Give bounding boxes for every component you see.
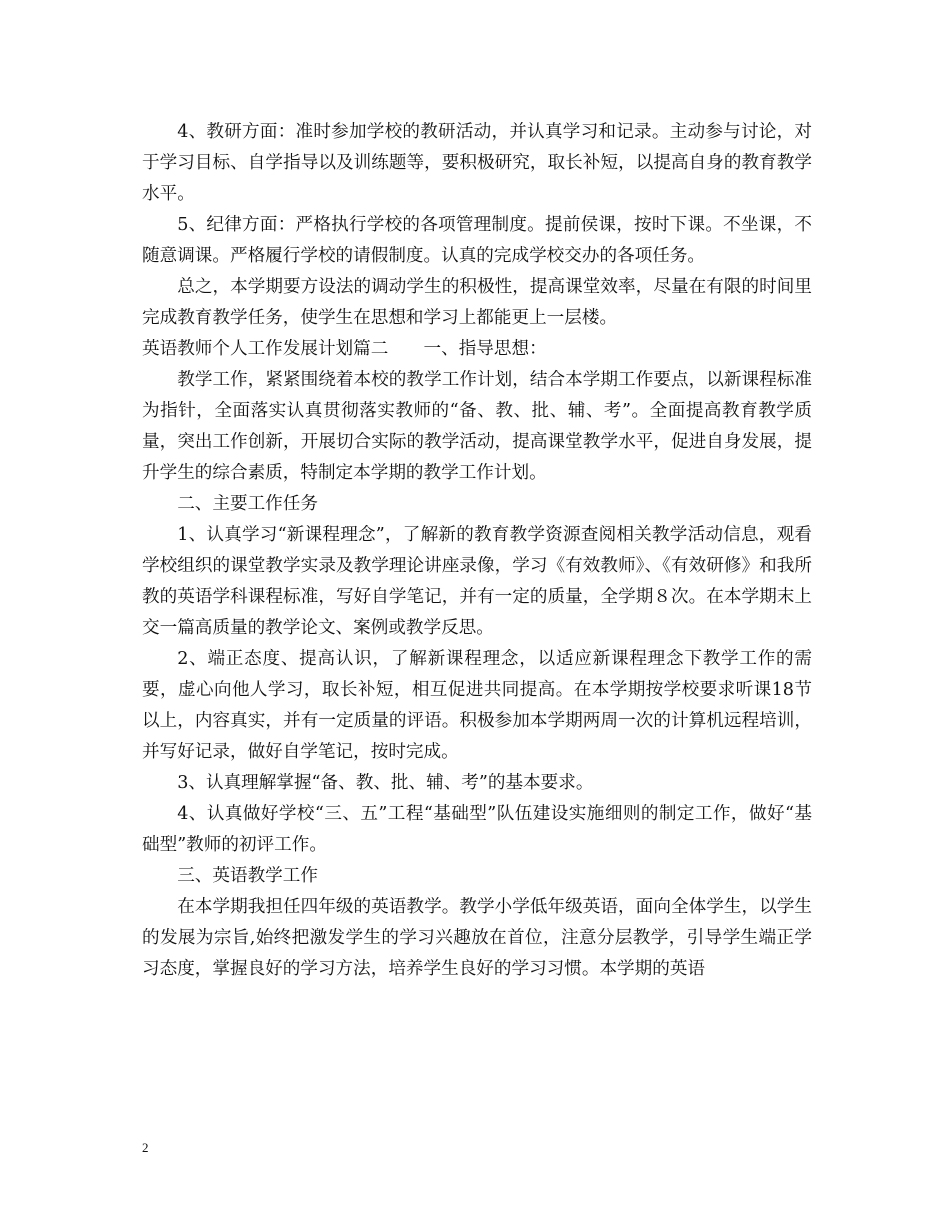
heading-english-teaching: 三、英语教学工作 xyxy=(177,866,318,886)
paragraph-guiding-thought: 教学工作，紧紧围绕着本校的教学工作计划，结合本学期工作要点，以新课程标准为指针，全面落实认真贯彻落实教师的“备、教、批、辅、考”。全面提高教育教学质量，突出工作创新，开展切合实际的教学活动，提高课堂教学水平，促进自身发展，提升学生的综合素质，特制定本学期的教学工作计划。 xyxy=(142,370,812,483)
paragraph-discipline: 5、纪律方面：严格执行学校的各项管理制度。提前侯课，按时下课。不坐课，不随意调课。严格履行学校的请假制度。认真的完成学校交办的各项任务。 xyxy=(142,215,812,266)
heading-main-tasks: 二、主要工作任务 xyxy=(177,494,318,514)
paragraph-task-3: 3、认真理解掌握“备、教、批、辅、考”的基本要求。 xyxy=(177,773,594,793)
document-body xyxy=(142,117,812,985)
paragraph-english-teaching: 在本学期我担任四年级的英语教学。教学小学低年级英语，面向全体学生，以学生的发展为宗旨,始终把激发学生的学习兴趣放在首位，注意分层教学，引导学生端正学习态度，掌握良好的学习方法，培养学生良好的学习习惯。本学期的英语 xyxy=(142,897,812,979)
paragraph-task-4: 4、认真做好学校“三、五”工程“基础型”队伍建设实施细则的制定工作，做好“基础型”教师的初评工作。 xyxy=(142,804,812,855)
paragraph-task-1: 1、认真学习“新课程理念”，了解新的教育教学资源查阅相关教学活动信息，观看学校组织的课堂教学实录及教学理论讲座录像，学习《有效教师》、《有效研修》和我所教的英语学科课程标准，写好自学笔记，并有一定的质量，全学期８次。在本学期末上交一篇高质量的教学论文、案例或教学反思。 xyxy=(142,525,812,638)
page-number: 2 xyxy=(142,1140,149,1155)
paragraph-research: 4、教研方面：准时参加学校的教研活动，并认真学习和记录。主动参与讨论，对于学习目标、自学指导以及训练题等，要积极研究，取长补短，以提高自身的教育教学水平。 xyxy=(142,122,812,204)
paragraph-summary: 总之，本学期要方设法的调动学生的积极性，提高课堂效率，尽量在有限的时间里完成教育教学任务，使学生在思想和学习上都能更上一层楼。 xyxy=(142,277,812,328)
section-title-plan-two: 英语教师个人工作发展计划篇二 一、指导思想： xyxy=(142,339,547,359)
paragraph-task-2: 2、端正态度、提高认识，了解新课程理念，以适应新课程理念下教学工作的需要，虚心向他人学习，取长补短，相互促进共同提高。在本学期按学校要求听课18节以上，内容真实，并有一定质量的评语。积极参加本学期两周一次的计算机远程培训，并写好记录，做好自学笔记，按时完成。 xyxy=(142,649,812,762)
